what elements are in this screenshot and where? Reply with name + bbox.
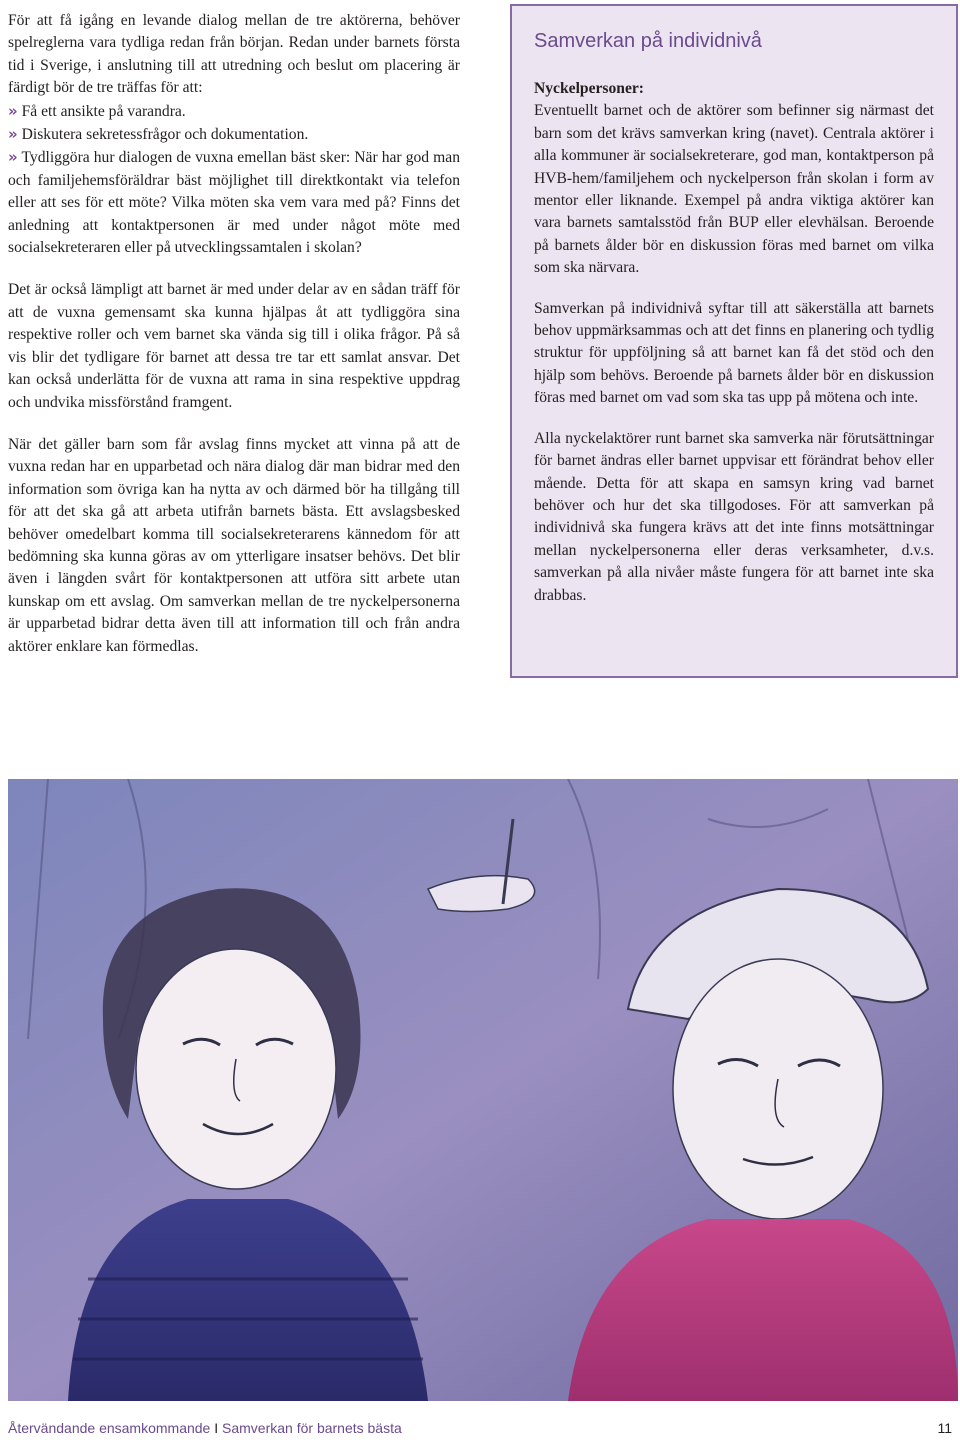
footer-publication: Återvändande ensamkommande xyxy=(8,1420,211,1436)
bullet-item: » Få ett ansikte på varandra. xyxy=(8,101,186,120)
footer-separator: I xyxy=(214,1420,219,1436)
footer-subtitle: Samverkan för barnets bästa xyxy=(222,1420,402,1436)
info-box-key-persons: Nyckelpersoner: Eventuellt barnet och de aktörer som befinner sig närmast det barn som det krävs samverkan kring (navet). Centrala aktörer i alla kommuner är socialsekreterare, god man, kontaktperson på HVB-hem/familjehem och nyckelperson från skolan i form av mentor eller liknande. Exempel på andra viktiga aktörer kan vara barnets samtalsstöd från BUP eller elevhälsan. Beroende på barnets ålder bör en diskussion föras med barnet om vilka som ska närvara. xyxy=(534,80,934,277)
info-box-lead: Nyckelpersoner: xyxy=(534,80,644,97)
paragraph-rejection: När det gäller barn som får avslag finns mycket att vinna på att de vuxna redan har en upparbetad och nära dialog där man bidrar med den information som övriga kan ha nytta av och därmed bör ha tillgång till för att det ska gå att arbeta utifrån barnets bästa. Ett avslagsbesked behöver omedelbart komma till socialsekreterarens kännedom för att bedömning ska kunna göras av om ytterligare insatser behövs. Det blir även i längden svårt för kontaktpersonen att utföra sitt arbete utan kunskap om ett avslag. Om samverkan mellan de tre nyckelpersonerna är upparbetad bidrar detta även till att information till och från andra aktörer enklare kan förmedlas. xyxy=(8,435,460,655)
info-box-title: Samverkan på individnivå xyxy=(534,30,762,52)
illustration-two-people xyxy=(8,779,958,1401)
bullet-item: » Diskutera sekretessfrågor och dokumentation. xyxy=(8,125,309,144)
portrait-illustration xyxy=(8,779,958,1401)
page-number: 11 xyxy=(937,1420,952,1436)
paragraph-child-participation: Det är också lämpligt att barnet är med under delar av en sådan träff för att de vuxna gemensamt ska kunna hjälpas åt att tydliggöra sina respektive roller och vem barnet ska vända sig till i olika frågor. På så vis blir det tydligare för barnet att dessa tre tar ett samlat ansvar. Det kan också underlätta för de vuxna att rama in sina respektive uppdrag och undvika missförstånd framgent. xyxy=(8,281,460,411)
bullet-item: » Tydliggöra hur dialogen de vuxna emellan bäst sker: När har god man och familjehemsföräldrar bäst möjlighet till direktkontakt via telefon eller att ses för ett möte? Vilka möten ska vem vara med på? Finns det anledning att kontaktpersonen är med under något möte med socialsekreteraren eller på utvecklingssamtalen i skolan? xyxy=(8,148,460,257)
info-box-paragraph: Alla nyckelaktörer runt barnet ska samverka när förutsättningar för barnet ändras eller barnet uppvisar ett förändrat behov eller mående. Detta för att skapa en samsyn kring vad barnet behöver och hur det ska tillgodoses. För att samverkan på individnivå ska fungera krävs att det inte finns motsättningar mellan nyckelpersonerna eller deras verksamheter, d.v.s. samverkan på alla nivåer måste fungera för att barnet inte ska drabbas. xyxy=(534,429,934,604)
main-text-column xyxy=(8,10,460,658)
page-footer xyxy=(8,1420,952,1436)
info-box-paragraph: Samverkan på individnivå syftar till att säkerställa att barnets behov uppmärksammas och att det finns en planering och tydlig struktur för uppföljning så att barnet kan få det stöd och den hjälp som behövs. Beroende på barnets ålder bör en diskussion föras med barnet om vad som ska tas upp på mötena och inte. xyxy=(534,299,934,407)
info-box xyxy=(510,4,958,678)
chevron-bullet-icon: » xyxy=(8,125,18,144)
intro-paragraph: För att få igång en levande dialog mellan de tre aktörerna, behöver spelreglerna vara tydliga redan från början. Redan under barnets första tid i Sverige, i anslutning till att utredning och beslut om placering är färdigt bör de tre träffas för att: xyxy=(8,12,460,97)
chevron-bullet-icon: » xyxy=(8,101,18,120)
chevron-bullet-icon: » xyxy=(8,148,18,167)
